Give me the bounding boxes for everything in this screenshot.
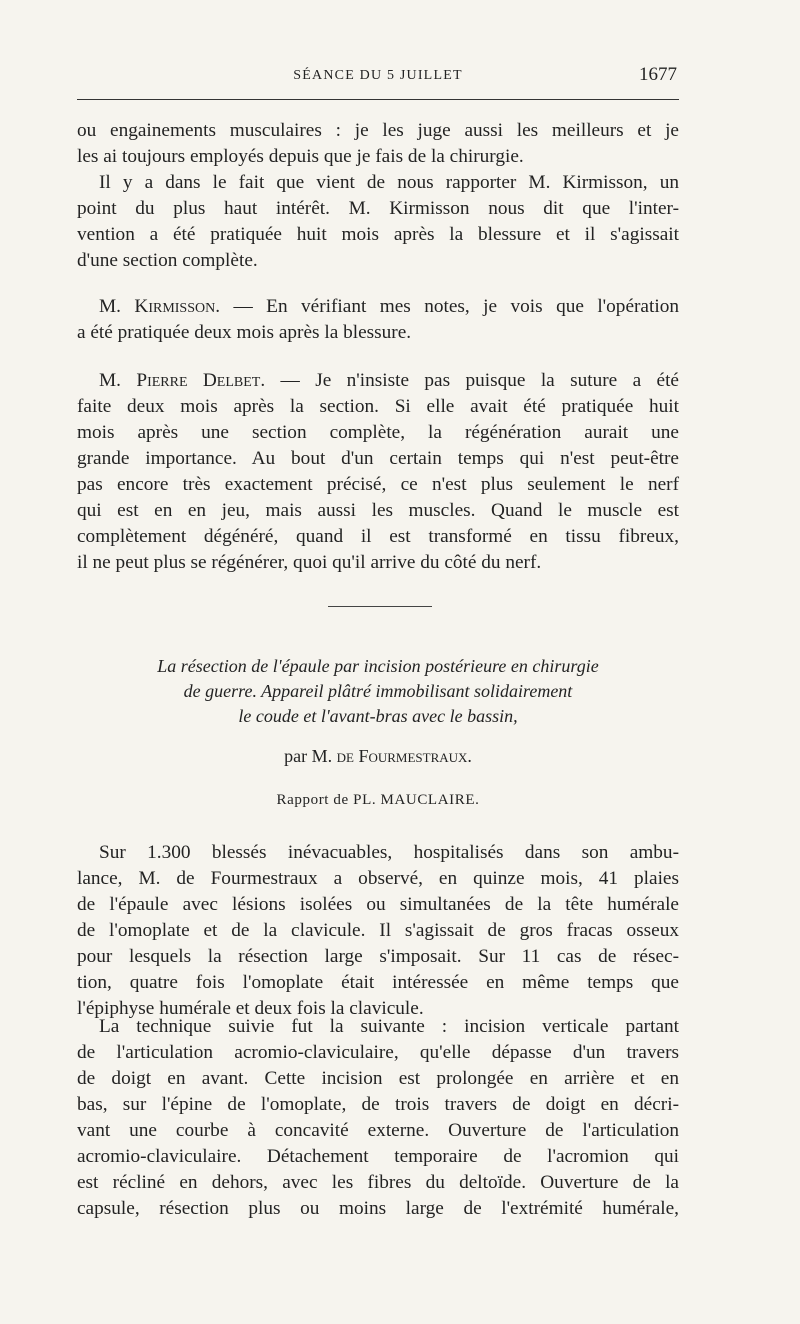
text-line: lance, M. de Fourmestraux a observé, en quinze mois, 41 plaies [77,868,679,889]
remark-delbet [77,368,679,576]
author-name: Fourmestraux. [358,746,472,766]
speaker-name: Kirmisson. [134,296,221,317]
remark-text: — En vérifiant mes notes, je vois que l'opération [233,296,679,317]
text-line: grande importance. Au bout d'un certain temps qui n'est peut-être [77,448,679,469]
section-separator [328,606,432,607]
page-number: 1677 [639,64,677,85]
speaker-prefix: M. [99,296,121,317]
rapporteur-name: PL. MAUCLAIRE. [353,792,480,808]
text-line: pas encore très exactement précisé, ce n'est plus seulement le nerf [77,474,679,495]
text-line: ou engainements musculaires : je les juge aussi les meilleurs et je [77,120,679,141]
text-line: vant une courbe à concavité externe. Ouverture de l'articulation [77,1120,679,1141]
text-line: qui est en en jeu, mais aussi les muscles. Quand le muscle est [77,500,679,521]
running-title: SÉANCE DU 5 JUILLET [293,68,463,83]
text-line: faite deux mois après la section. Si elle avait été pratiquée huit [77,396,679,417]
remark-kirmisson [77,294,679,346]
paragraph-4 [77,1014,679,1222]
article-title-line: le coude et l'avant-bras avec le bassin, [238,706,518,726]
article-title-line: La résection de l'épaule par incision postérieure en chirurgie [157,656,599,676]
paragraph-3 [77,840,679,1022]
text-line: les ai toujours employés depuis que je fais de la chirurgie. [77,146,524,167]
text-line: d'une section complète. [77,250,258,271]
text-line [77,294,679,320]
text-line: acromio-claviculaire. Détachement temporaire de l'acromion qui [77,1146,679,1167]
text-line: Il y a dans le fait que vient de nous rapporter M. Kirmisson, un [99,172,679,193]
text-line: pour lesquels la résection large s'imposait. Sur 11 cas de résec- [77,946,679,967]
page-header [77,64,679,88]
text-line: tion, quatre fois l'omoplate était intéressée en même temps que [77,972,679,993]
article-author [77,744,679,768]
text-line: il ne peut plus se régénérer, quoi qu'il arrive du côté du nerf. [77,552,542,573]
text-line: capsule, résection plus ou moins large de l'extrémité humérale, [77,1198,679,1219]
remark-text: — Je n'insiste pas puisque la suture a été [280,370,679,391]
text-line: vention a été pratiquée huit mois après la blessure et il s'agissait [77,224,679,245]
rapporteur-label: Rapport de [276,792,349,808]
text-line [77,368,679,394]
paragraph-1 [77,118,679,170]
text-line: de l'articulation acromio-claviculaire, qu'elle dépasse d'un travers [77,1042,679,1063]
author-prefix: par M. [284,746,333,766]
text-line: Sur 1.300 blessés inévacuables, hospitalisés dans son ambu- [99,842,679,863]
text-line: complètement dégénéré, quand il est transformé en tissu fibreux, [77,526,679,547]
text-line: est récliné en dehors, avec les fibres du deltoïde. Ouverture de la [77,1172,679,1193]
paragraph-2 [77,170,679,274]
speaker-name: Pierre Delbet. [136,370,266,391]
text-line: de doigt en avant. Cette incision est prolongée en arrière et en [77,1068,679,1089]
text-line: bas, sur l'épine de l'omoplate, de trois travers de doigt en décri- [77,1094,679,1115]
text-line: de l'épaule avec lésions isolées ou simultanées de la tête humérale [77,894,679,915]
text-line: l'épiphyse humérale et deux fois la clavicule. [77,998,424,1019]
text-line: a été pratiquée deux mois après la blessure. [77,322,412,343]
header-rule [77,99,679,100]
article-rapporteur [77,789,679,811]
article-title-line: de guerre. Appareil plâtré immobilisant solidairement [183,681,573,701]
author-particle: de [336,746,354,766]
speaker-prefix: M. [99,370,121,391]
text-line: La technique suivie fut la suivante : incision verticale partant [99,1016,679,1037]
text-line: point du plus haut intérêt. M. Kirmisson nous dit que l'inter- [77,198,679,219]
text-line: mois après une section complète, la régénération aurait une [77,422,679,443]
text-line: de l'omoplate et de la clavicule. Il s'agissait de gros fracas osseux [77,920,679,941]
